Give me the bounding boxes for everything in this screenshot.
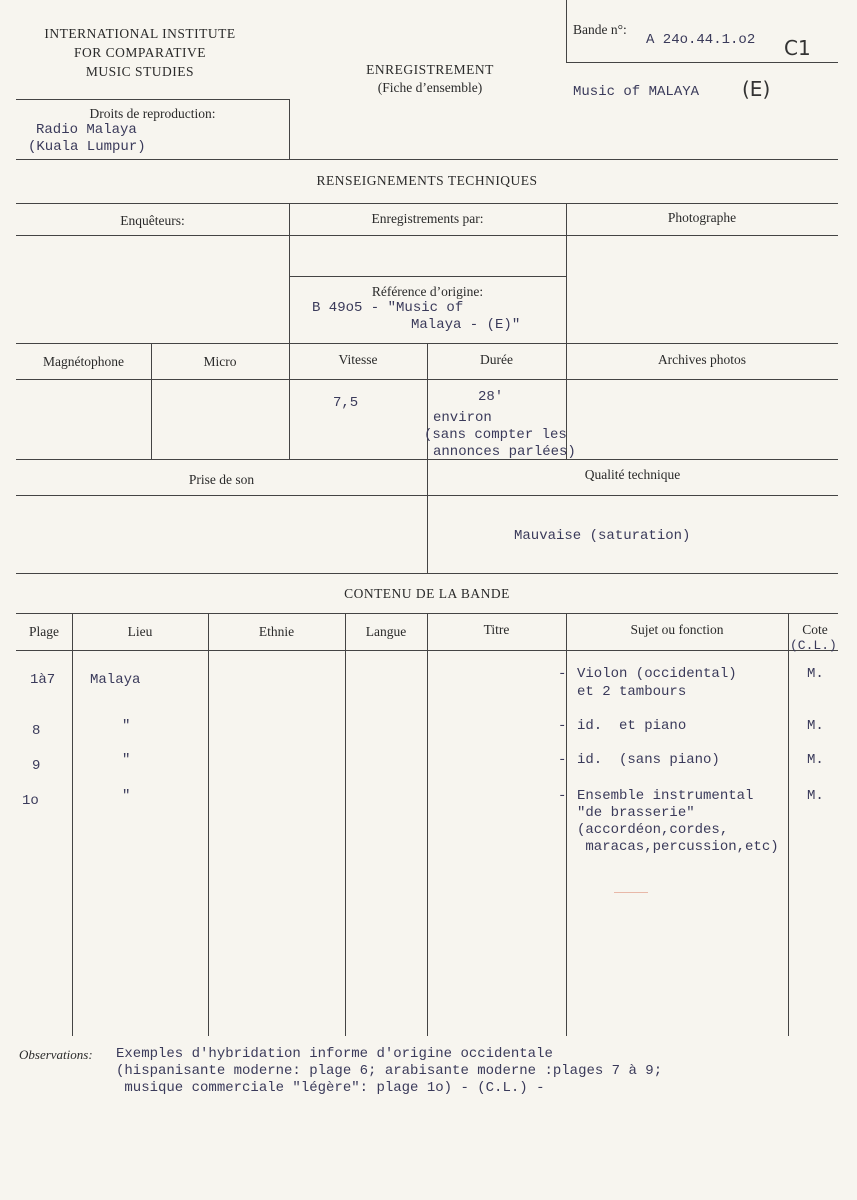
form-title-block xyxy=(330,62,530,96)
col-lieu: Lieu xyxy=(127,624,153,639)
reference-label: Référence d’origine: xyxy=(371,284,484,299)
reference-line2: Malaya - (E)" xyxy=(411,317,521,333)
row-cote: M. xyxy=(807,752,824,768)
observations-label: Observations: xyxy=(19,1047,93,1062)
duree-line2: environ xyxy=(433,410,492,426)
row-plage: 9 xyxy=(32,758,41,774)
micro-label: Micro xyxy=(203,354,237,369)
magnetophone-label: Magnétophone xyxy=(43,354,124,369)
qualite-label: Qualité technique xyxy=(584,467,681,482)
col-cote-sub: (C.L.) xyxy=(790,638,837,653)
row-sujet-line: (accordéon,cordes, xyxy=(577,822,729,838)
droits-line2: (Kuala Lumpur) xyxy=(28,139,146,155)
duree-label: Durée xyxy=(480,352,513,367)
col-sujet: Sujet ou fonction xyxy=(630,622,724,637)
row-cote: M. xyxy=(807,666,824,682)
institute-line2: FOR COMPARATIVE xyxy=(74,45,206,60)
qualite-value: Mauvaise (saturation) xyxy=(514,528,691,544)
observations-line3: musique commerciale "légère": plage 1o) - (C.L.) - xyxy=(116,1080,545,1096)
droits-label: Droits de reproduction: xyxy=(89,106,216,121)
vitesse-value: 7,5 xyxy=(333,395,359,411)
row-sujet-line: Violon (occidental) xyxy=(577,666,737,682)
row-sujet-line: maracas,percussion,etc) xyxy=(577,839,779,855)
institute-line1: INTERNATIONAL INSTITUTE xyxy=(44,26,236,41)
enqueteurs-label: Enquêteurs: xyxy=(120,213,185,228)
row-cote: M. xyxy=(807,788,824,804)
enregistrements-label: Enregistrements par: xyxy=(371,211,484,226)
duree-line1: 28' xyxy=(478,389,504,405)
pen-mark xyxy=(614,892,648,893)
row-sujet-line: id. (sans piano) xyxy=(577,752,720,768)
form-subtitle: (Fiche d’ensemble) xyxy=(377,80,483,95)
col-ethnie: Ethnie xyxy=(258,624,295,639)
row-sujet-line: Ensemble instrumental xyxy=(577,788,754,804)
vitesse-label: Vitesse xyxy=(338,352,378,367)
row-plage: 1à7 xyxy=(30,672,56,688)
col-langue: Langue xyxy=(365,624,407,639)
archives-label: Archives photos xyxy=(657,352,747,367)
form-title: ENREGISTREMENT xyxy=(366,62,494,77)
institute-line3: MUSIC STUDIES xyxy=(85,64,195,79)
row-sujet-line: et 2 tambours xyxy=(577,684,687,700)
row-cote: M. xyxy=(807,718,824,734)
observations-line2: (hispanisante moderne: plage 6; arabisante moderne :plages 7 à 9; xyxy=(116,1063,663,1079)
duree-line4: annonces parlées) xyxy=(433,444,576,460)
technique-section-title: RENSEIGNEMENTS TECHNIQUES xyxy=(316,173,538,188)
bande-handwritten: C1 xyxy=(784,36,811,60)
row-sujet-line: "de brasserie" xyxy=(577,805,695,821)
row-lieu: " xyxy=(122,788,131,804)
photographe-label: Photographe xyxy=(667,210,737,225)
contenu-section-title: CONTENU DE LA BANDE xyxy=(344,586,510,601)
music-handwritten: (E) xyxy=(742,77,771,101)
col-cote: Cote xyxy=(802,622,828,637)
observations-line1: Exemples d'hybridation informe d'origine occidentale xyxy=(116,1046,553,1062)
music-title: Music of MALAYA xyxy=(573,84,700,100)
row-plage: 8 xyxy=(32,723,41,739)
bande-label: Bande n°: xyxy=(573,22,627,37)
row-lieu: Malaya xyxy=(90,672,141,688)
col-plage: Plage xyxy=(29,624,59,639)
droits-line1: Radio Malaya xyxy=(36,122,137,138)
row-plage: 1o xyxy=(22,793,39,809)
reference-line1: B 49o5 - "Music of xyxy=(312,300,464,316)
institute-name xyxy=(10,24,270,81)
bande-value: A 24o.44.1.o2 xyxy=(646,32,756,48)
row-lieu: " xyxy=(122,752,131,768)
row-sujet-line: id. et piano xyxy=(577,718,687,734)
row-lieu: " xyxy=(122,718,131,734)
col-titre: Titre xyxy=(483,622,510,637)
duree-line3: (sans compter les xyxy=(424,427,567,443)
prise-label: Prise de son xyxy=(188,472,255,487)
